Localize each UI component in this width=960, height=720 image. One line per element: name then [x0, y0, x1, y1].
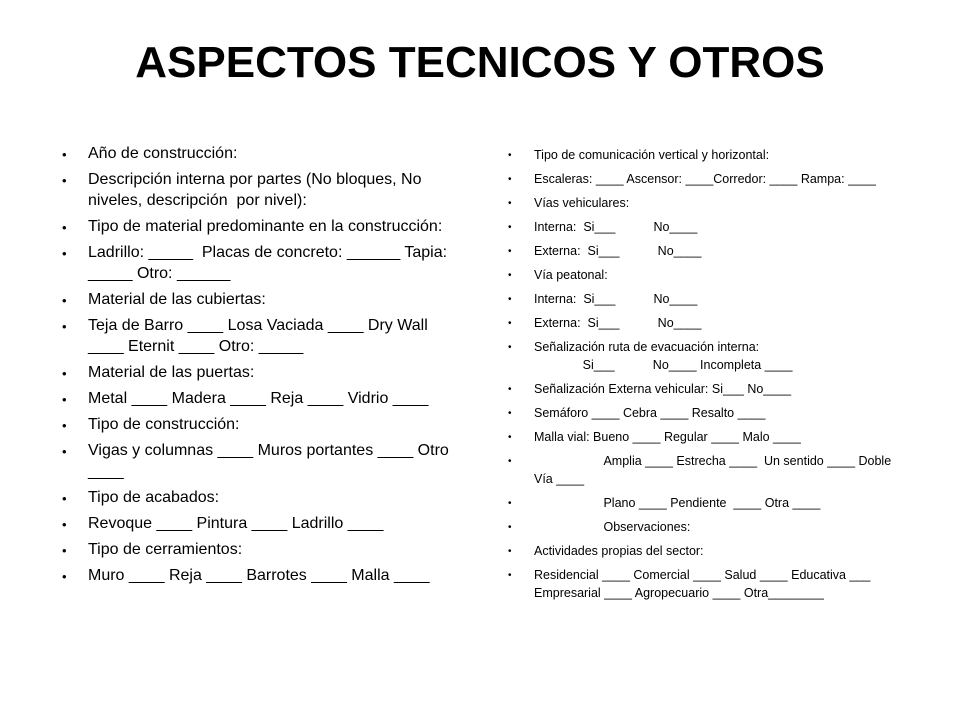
- right-item-text: Residencial ____ Comercial ____ Salud ____ Educativa ___ Empresarial ____ Agropecuario ____ Otra________: [534, 568, 874, 600]
- right-column-list: [508, 146, 908, 608]
- bullet-icon: •: [508, 270, 512, 281]
- left-column-list: [62, 143, 462, 591]
- bullet-icon: •: [62, 319, 67, 334]
- right-item: [508, 290, 908, 308]
- left-item-text: Material de las puertas:: [88, 364, 255, 381]
- bullet-icon: •: [508, 408, 512, 419]
- bullet-icon: •: [62, 418, 67, 433]
- bullet-icon: •: [62, 293, 67, 308]
- bullet-icon: •: [508, 570, 512, 581]
- bullet-icon: •: [508, 318, 512, 329]
- right-item-text: Externa: Si___ No____: [534, 316, 702, 330]
- left-item: [62, 289, 462, 310]
- bullet-icon: •: [62, 444, 67, 459]
- bullet-icon: •: [62, 246, 67, 261]
- right-item: [508, 566, 908, 602]
- bullet-icon: •: [508, 294, 512, 305]
- right-item-text: Vía peatonal:: [534, 268, 608, 282]
- bullet-icon: •: [62, 569, 67, 584]
- right-item-text: Actividades propias del sector:: [534, 544, 704, 558]
- left-item-text: Descripción interna por partes (No bloques, No niveles, descripción por nivel):: [88, 171, 426, 209]
- left-item-text: Tipo de material predominante en la construcción:: [88, 218, 443, 235]
- left-item: [62, 388, 462, 409]
- right-item-text: Plano ____ Pendiente ____ Otra ____: [534, 496, 821, 510]
- right-item-text: Interna: Si___ No____: [534, 220, 698, 234]
- right-item-text: Malla vial: Bueno ____ Regular ____ Malo ____: [534, 430, 801, 444]
- right-item-text: Semáforo ____ Cebra ____ Resalto ____: [534, 406, 766, 420]
- right-item: [508, 170, 908, 188]
- left-item-text: Teja de Barro ____ Losa Vaciada ____ Dry Wall ____ Eternit ____ Otro: _____: [88, 317, 433, 355]
- left-item-text: Vigas y columnas ____ Muros portantes ____ Otro ____: [88, 442, 454, 480]
- left-item-text: Ladrillo: _____ Placas de concreto: ______ Tapia: _____ Otro: ______: [88, 244, 452, 282]
- right-item-text: Tipo de comunicación vertical y horizontal:: [534, 148, 770, 162]
- right-item: [508, 242, 908, 260]
- right-item: [508, 218, 908, 236]
- right-item-text: Escaleras: ____ Ascensor: ____Corredor: ____ Rampa: ____: [534, 172, 876, 186]
- left-item-text: Tipo de construcción:: [88, 416, 240, 433]
- right-item-text: Observaciones:: [534, 520, 691, 534]
- right-item-text: Interna: Si___ No____: [534, 292, 698, 306]
- bullet-icon: •: [62, 220, 67, 235]
- bullet-icon: •: [508, 498, 512, 509]
- left-item: [62, 513, 462, 534]
- left-item-text: Tipo de acabados:: [88, 489, 220, 506]
- left-item: [62, 414, 462, 435]
- left-item: [62, 216, 462, 237]
- left-item: [62, 487, 462, 508]
- right-item: [508, 428, 908, 446]
- bullet-icon: •: [508, 522, 512, 533]
- right-item: [508, 266, 908, 284]
- page-title: ASPECTOS TECNICOS Y OTROS: [135, 38, 825, 87]
- bullet-icon: •: [62, 491, 67, 506]
- right-item: [508, 452, 908, 488]
- left-item: [62, 242, 462, 284]
- right-item-text: Externa: Si___ No____: [534, 244, 702, 258]
- right-item-text: Amplia ____ Estrecha ____ Un sentido ____ Doble Vía ____: [534, 454, 895, 486]
- bullet-icon: •: [508, 222, 512, 233]
- left-item-text: Tipo de cerramientos:: [88, 541, 243, 558]
- left-item: [62, 440, 462, 482]
- bullet-icon: •: [508, 246, 512, 257]
- right-item: [508, 404, 908, 422]
- right-item-text: Vías vehiculares:: [534, 196, 630, 210]
- bullet-icon: •: [62, 173, 67, 188]
- left-item-text: Revoque ____ Pintura ____ Ladrillo ____: [88, 515, 384, 532]
- bullet-icon: •: [508, 456, 512, 467]
- bullet-icon: •: [508, 384, 512, 395]
- right-item: [508, 494, 908, 512]
- right-item: [508, 194, 908, 212]
- bullet-icon: •: [508, 198, 512, 209]
- left-item: [62, 143, 462, 164]
- right-item-text: Señalización Externa vehicular: Si___ No____: [534, 382, 792, 396]
- bullet-icon: •: [508, 432, 512, 443]
- left-item-text: Año de construcción:: [88, 145, 238, 162]
- left-item-text: Material de las cubiertas:: [88, 291, 266, 308]
- right-item-text: Señalización ruta de evacuación interna: Si___ No____ Incompleta ____: [534, 340, 793, 372]
- left-item: [62, 362, 462, 383]
- left-item: [62, 565, 462, 586]
- bullet-icon: •: [62, 147, 67, 162]
- left-item: [62, 539, 462, 560]
- bullet-icon: •: [62, 366, 67, 381]
- bullet-icon: •: [62, 543, 67, 558]
- left-item: [62, 169, 462, 211]
- right-item: [508, 542, 908, 560]
- right-item: [508, 380, 908, 398]
- bullet-icon: •: [508, 342, 512, 353]
- bullet-icon: •: [508, 150, 512, 161]
- left-item: [62, 315, 462, 357]
- bullet-icon: •: [508, 174, 512, 185]
- right-item: [508, 146, 908, 164]
- bullet-icon: •: [62, 517, 67, 532]
- bullet-icon: •: [508, 546, 512, 557]
- bullet-icon: •: [62, 392, 67, 407]
- left-item-text: Metal ____ Madera ____ Reja ____ Vidrio ____: [88, 390, 429, 407]
- left-item-text: Muro ____ Reja ____ Barrotes ____ Malla ____: [88, 567, 430, 584]
- right-item: [508, 338, 908, 374]
- right-item: [508, 518, 908, 536]
- right-item: [508, 314, 908, 332]
